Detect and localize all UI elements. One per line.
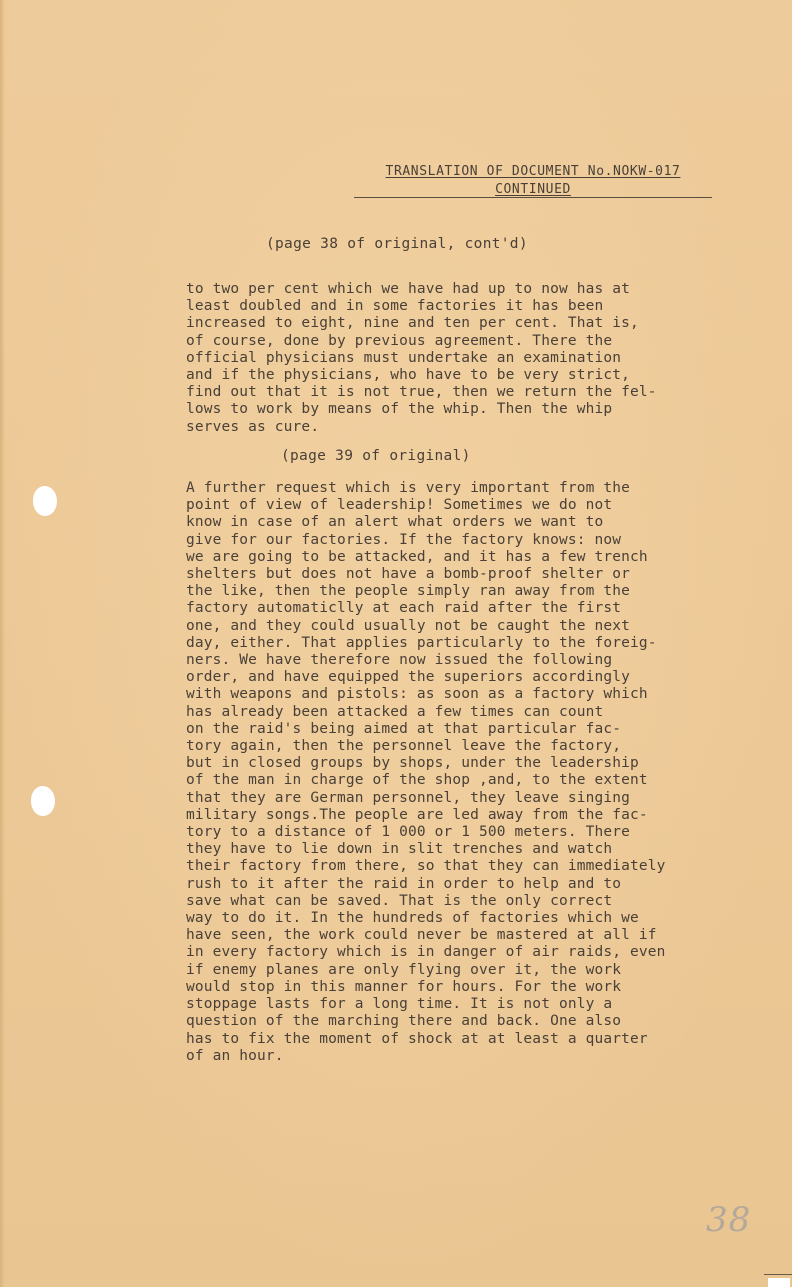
handwritten-page-number: 38: [706, 1200, 752, 1240]
corner-tab: [768, 1278, 790, 1287]
page-reference-38: (page 38 of original, cont'd): [266, 236, 528, 252]
page-reference-39: (page 39 of original): [281, 448, 471, 464]
paper-edge: [0, 0, 5, 1287]
paragraph-page-39: A further request which is very important from the point of view of leadership! Sometimes we do not know in case of an alert what orders we want to give for our factories. If the factory knows: now we are going to be attacked, and it has a few trench shelters but does not have a bomb-proof shelter or the like, then the people simply ran away from the factory automaticlly at each raid after the first one, and they could usually not be caught the next day, either. That applies particularly to the foreig- ners. We have therefore now issued the following order, and have equipped the superiors accordingly with weapons and pistols: as soon as a factory which has already been attacked a few times can count on the raid's being aimed at that particular fac- tory again, then the personnel leave the factory, but in closed groups by shops, under the leadership of the man in charge of the shop ,and, to the extent that they are German personnel, they leave singing military songs.The people are led away from the fac- tory to a distance of 1 000 or 1 500 meters. There they have to lie down in slit trenches and watch their factory from there, so that they can immediately rush to it after the raid in order to help and to save what can be saved. That is the only correct way to do it. In the hundreds of factories which we have seen, the work could never be mastered at all if in every factory which is in danger of air raids, even if enemy planes are only flying over it, the work would stop in this manner for hours. For the work stoppage lasts for a long time. It is not only a question of the marching there and back. One also has to fix the moment of shock at at least a quarter of an hour.: [186, 480, 666, 1064]
paragraph-page-38: to two per cent which we have had up to now has at least doubled and in some factories it has been increased to eight, nine and ten per cent. That is, of course, done by previous agreement. There the official physicians must undertake an examination and if the physicians, who have to be very strict, find out that it is not true, then we return the fel- lows to work by means of the whip. Then the whip serves as cure.: [186, 281, 657, 435]
document-title: TRANSLATION OF DOCUMENT No.NOKW-017: [385, 164, 681, 179]
header-divider: [354, 197, 712, 198]
punch-hole: [33, 486, 57, 516]
document-subtitle: CONTINUED: [495, 182, 571, 197]
corner-divider: [764, 1274, 792, 1275]
punch-hole: [31, 786, 55, 816]
document-header: [354, 163, 712, 199]
